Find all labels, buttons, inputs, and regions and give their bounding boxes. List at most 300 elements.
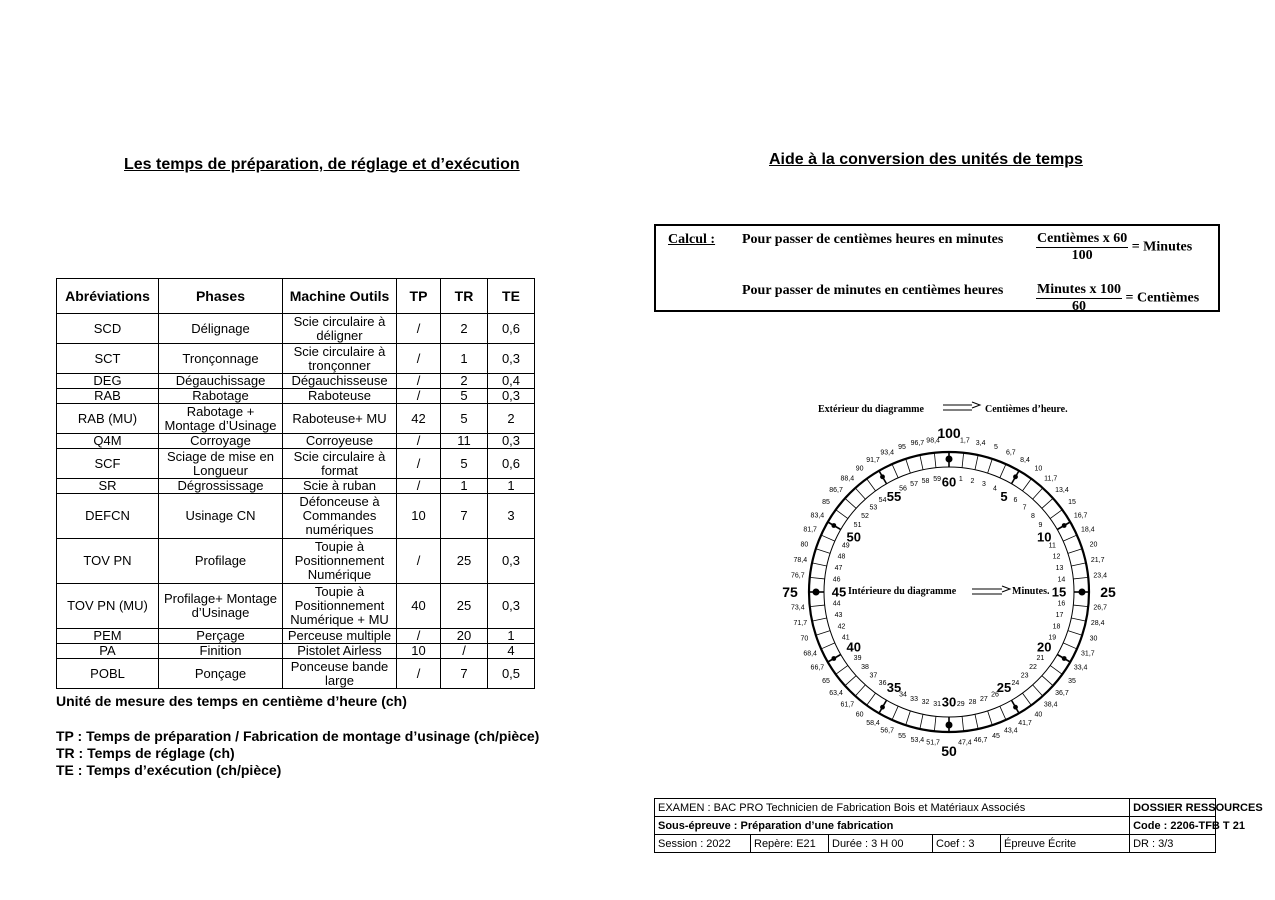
dial-inner-label: 60 xyxy=(941,474,957,490)
dial-outer-label: 15 xyxy=(1068,499,1076,507)
dial-outer-label: 81,7 xyxy=(803,526,817,534)
dial-outer-label: 25 xyxy=(1100,584,1116,600)
dial-tick xyxy=(1022,693,1031,705)
dial-tick xyxy=(1050,665,1062,674)
dial-outer-label: 53,4 xyxy=(910,737,925,745)
dial-tick xyxy=(1068,631,1082,636)
dial-inner-label: 16 xyxy=(1057,600,1066,608)
calc-line1-numerator: Centièmes x 60 xyxy=(1037,231,1128,246)
calc-line2-denominator: 60 xyxy=(1072,299,1086,314)
dial-outer-label: 65 xyxy=(822,677,830,685)
table-row xyxy=(57,389,535,404)
dial-outer-label: 23,4 xyxy=(1093,572,1107,580)
dial-outer-label: 95 xyxy=(898,443,906,451)
cell-abbreviation: SCT xyxy=(57,344,159,374)
dial-tick xyxy=(836,665,848,674)
dial-outer-label: 78,4 xyxy=(793,556,808,564)
dial-tick xyxy=(812,618,827,621)
cell-tp: / xyxy=(397,389,441,404)
dial-outer-label: 90 xyxy=(855,465,864,473)
cell-abbreviation: DEG xyxy=(57,374,159,389)
dial-inner-label: 8 xyxy=(1031,512,1035,520)
dial-inner-label: 50 xyxy=(846,529,861,545)
dial-tick xyxy=(920,455,923,470)
dial-inner-label: 4 xyxy=(993,485,997,493)
dial-tick xyxy=(934,453,936,468)
calc-box xyxy=(654,224,1220,312)
dial-outer-label: 33,4 xyxy=(1073,664,1088,672)
dial-tick xyxy=(962,716,964,731)
dial-dot xyxy=(1062,523,1067,528)
cell-machine: Toupie à Positionnement Numérique + MU xyxy=(283,584,397,629)
dial-outer-label: 96,7 xyxy=(910,439,925,447)
dial-outer-label: 28,4 xyxy=(1090,620,1105,628)
cell-abbreviation: PEM xyxy=(57,629,159,644)
cell-tp: / xyxy=(397,344,441,374)
calc-line1-result: = Minutes xyxy=(1131,239,1193,255)
dial-inner-label: 46 xyxy=(832,576,841,584)
dial-inner-label: 24 xyxy=(1011,679,1020,687)
dial-inner-label: 15 xyxy=(1051,584,1067,600)
calc-line2-formula xyxy=(1036,282,1200,314)
dial-inner-label: 36 xyxy=(878,679,887,687)
cell-tp: / xyxy=(397,629,441,644)
cell-phase: Délignage xyxy=(159,314,283,344)
dial-inner-label: 26 xyxy=(991,691,999,699)
dial-tick xyxy=(836,510,848,519)
dial-outer-label: 76,7 xyxy=(791,572,805,580)
cell-tp: 10 xyxy=(397,494,441,539)
dial-inner-label: 9 xyxy=(1038,522,1043,530)
dial-inner-label: 37 xyxy=(869,672,878,680)
dial-outer-label: 66,7 xyxy=(810,664,825,672)
cell-phase: Profilage+ Montage d’Usinage xyxy=(159,584,283,629)
cell-tp: / xyxy=(397,659,441,689)
dial-tick xyxy=(867,693,876,705)
cell-tp: / xyxy=(397,314,441,344)
arrow-icon xyxy=(943,402,980,410)
conversion-dial xyxy=(760,395,1140,775)
calc-line2-text: Pour passer de minutes en centièmes heures xyxy=(742,283,1004,298)
dial-outer-label: 61,7 xyxy=(840,701,855,709)
cell-tp: / xyxy=(397,374,441,389)
dial-dot xyxy=(813,589,820,596)
dial-tick xyxy=(1063,643,1077,649)
dial-outer-label: 10 xyxy=(1034,465,1043,473)
exam-footer xyxy=(654,798,1263,853)
footer-dossier: DOSSIER RESSOURCES xyxy=(1130,799,1216,817)
dial-tick xyxy=(867,479,876,491)
cell-machine: Scie circulaire à tronçonner xyxy=(283,344,397,374)
cell-te: 1 xyxy=(488,479,535,494)
cell-phase: Finition xyxy=(159,644,283,659)
dial-outer-label: 18,4 xyxy=(1081,526,1095,534)
dial-tick xyxy=(1071,618,1086,621)
dial-inner-label: 19 xyxy=(1048,634,1057,642)
dial-tick xyxy=(892,706,898,720)
cell-phase: Profilage xyxy=(159,539,283,584)
table-row xyxy=(57,494,535,539)
cell-te: 0,6 xyxy=(488,449,535,479)
cell-tp: / xyxy=(397,449,441,479)
dial-outer-label: 91,7 xyxy=(866,456,880,464)
dial-inner-label: 13 xyxy=(1055,565,1064,573)
table-body xyxy=(57,314,535,689)
dial-outer-label: 20 xyxy=(1089,541,1098,549)
table-row xyxy=(57,644,535,659)
cell-abbreviation: SCD xyxy=(57,314,159,344)
table-row xyxy=(57,539,535,584)
cell-te: 0,3 xyxy=(488,539,535,584)
dial-outer-label: 85 xyxy=(822,499,830,507)
dial-outer-label: 70 xyxy=(800,635,809,643)
legend-te: TE : Temps d’exécution (ch/pièce) xyxy=(56,762,282,778)
footer-repere: Repère: E21 xyxy=(751,835,829,853)
dial-tick xyxy=(1033,685,1043,696)
dial-inner-label: 52 xyxy=(861,512,869,520)
cell-tr: 5 xyxy=(441,449,488,479)
cell-phase: Sciage de mise en Longueur xyxy=(159,449,283,479)
dial-outer-label: 100 xyxy=(937,425,961,441)
header-tr: TR xyxy=(441,279,488,314)
dial-inner-label: 5 xyxy=(1000,489,1008,505)
dial-outer-label: 45 xyxy=(992,733,1000,741)
cell-phase: Perçage xyxy=(159,629,283,644)
dial-inner-label: 54 xyxy=(878,497,887,505)
cell-phase: Usinage CN xyxy=(159,494,283,539)
dial-tick xyxy=(892,464,898,478)
cell-machine: Perceuse multiple xyxy=(283,629,397,644)
dial-tick xyxy=(1000,706,1006,720)
dial-inner-label: 25 xyxy=(996,679,1012,695)
dial-inner-label: 21 xyxy=(1036,654,1045,662)
dial-tick xyxy=(1073,605,1088,607)
table-row xyxy=(57,629,535,644)
cell-tp: 40 xyxy=(397,584,441,629)
dial-outer-label: 43,4 xyxy=(1004,727,1018,735)
dial-outer-label: 46,7 xyxy=(973,737,988,745)
dial-inner-label: 53 xyxy=(869,504,878,512)
dial-tick xyxy=(1022,479,1031,491)
cell-te: 0,3 xyxy=(488,389,535,404)
dial-inner-label: 43 xyxy=(834,611,843,619)
dial-outer-label: 47,4 xyxy=(958,739,972,747)
cell-phase: Dégrossissage xyxy=(159,479,283,494)
footer-code: Code : 2206-TFB T 21 xyxy=(1130,817,1216,835)
header-phases: Phases xyxy=(159,279,283,314)
calc-line2-numerator: Minutes x 100 xyxy=(1037,282,1121,297)
dial-outer-label: 38,4 xyxy=(1043,701,1058,709)
cell-machine: Ponceuse bande large xyxy=(283,659,397,689)
cell-te: 0,5 xyxy=(488,659,535,689)
header-machine: Machine Outils xyxy=(283,279,397,314)
dial-outer-label: 6,7 xyxy=(1005,449,1016,457)
dial-inner-label: 17 xyxy=(1055,611,1064,619)
dial-inner-label: 38 xyxy=(861,664,869,672)
calc-line1-denominator: 100 xyxy=(1071,248,1093,263)
dial-outer-label: 88,4 xyxy=(840,475,855,483)
dial-tick xyxy=(1063,535,1077,541)
dial-inner-label: 42 xyxy=(837,623,846,631)
header-te: TE xyxy=(488,279,535,314)
dial-outer-label: 3,4 xyxy=(975,439,986,447)
cell-te: 2 xyxy=(488,404,535,434)
dial-outer-label: 55 xyxy=(898,733,906,741)
dial-tick xyxy=(975,714,978,729)
table-row xyxy=(57,584,535,629)
dial-inner-label: 22 xyxy=(1029,664,1037,672)
dial-tick xyxy=(1071,563,1086,566)
dial-outer-label: 31,7 xyxy=(1081,650,1095,658)
dial-inner-label: 7 xyxy=(1022,504,1027,512)
dial-inner-label: 56 xyxy=(899,485,907,493)
cell-abbreviation: RAB (MU) xyxy=(57,404,159,434)
table-row xyxy=(57,479,535,494)
dial-inner-label: 41 xyxy=(841,634,850,642)
dial-tick xyxy=(1050,510,1062,519)
dial-tick xyxy=(1042,676,1053,686)
dial-tick xyxy=(988,711,993,725)
dial-inner-label: 58 xyxy=(921,477,930,485)
dial-tick xyxy=(855,685,865,696)
cell-te: 1 xyxy=(488,629,535,644)
cell-abbreviation: RAB xyxy=(57,389,159,404)
dial-tick xyxy=(934,716,936,731)
footer-exam: EXAMEN : BAC PRO Technicien de Fabrication Bois et Matériaux Associés xyxy=(655,799,1130,817)
dial-dot xyxy=(880,474,885,479)
dial-inner-label: 39 xyxy=(853,654,862,662)
cell-tr: 25 xyxy=(441,584,488,629)
dial-tick xyxy=(821,535,835,541)
dial-inner-caption-left: Intérieure du diagramme xyxy=(848,586,957,597)
cell-te: 0,3 xyxy=(488,584,535,629)
dial-tick xyxy=(988,459,993,473)
cell-tp: 42 xyxy=(397,404,441,434)
cell-tr: 5 xyxy=(441,404,488,434)
dial-tick xyxy=(1000,464,1006,478)
legend-tr: TR : Temps de réglage (ch) xyxy=(56,745,235,761)
cell-abbreviation: TOV PN xyxy=(57,539,159,584)
cell-machine: Raboteuse+ MU xyxy=(283,404,397,434)
dial-tick xyxy=(906,459,911,473)
dial-tick xyxy=(845,498,856,508)
dial-dot xyxy=(946,722,953,729)
cell-machine: Pistolet Airless xyxy=(283,644,397,659)
dial-tick xyxy=(975,455,978,470)
dial-inner-label: 2 xyxy=(970,477,975,485)
dial-inner-label: 28 xyxy=(968,699,977,707)
dial-inner-label: 40 xyxy=(846,639,861,655)
dial-tick xyxy=(821,643,835,649)
dial-outer-label: 50 xyxy=(941,743,957,759)
dial-outer-label: 93,4 xyxy=(880,449,894,457)
cell-abbreviation: TOV PN (MU) xyxy=(57,584,159,629)
table-row xyxy=(57,344,535,374)
dial-tick xyxy=(1033,488,1043,499)
dial-dot xyxy=(1062,656,1067,661)
dial-inner-label: 18 xyxy=(1052,623,1061,631)
table-row xyxy=(57,449,535,479)
dial-outer-label: 8,4 xyxy=(1020,456,1030,464)
dial-outer-label: 21,7 xyxy=(1090,556,1105,564)
dial-inner-label: 33 xyxy=(910,695,918,703)
times-table xyxy=(56,278,535,689)
cell-te: 3 xyxy=(488,494,535,539)
dial-tick xyxy=(812,563,827,566)
dial-inner-label: 48 xyxy=(837,553,846,561)
dial-inner-label: 27 xyxy=(980,695,988,703)
cell-abbreviation: SR xyxy=(57,479,159,494)
dial-outer-label: 80 xyxy=(800,541,809,549)
dial-inner-label: 31 xyxy=(933,700,942,708)
dial-dot xyxy=(831,523,836,528)
dial-outer-label: 75 xyxy=(782,584,798,600)
calc-label: Calcul : xyxy=(668,232,716,247)
cell-tr: 25 xyxy=(441,539,488,584)
dial-outer-label: 11,7 xyxy=(1044,475,1058,483)
dial-inner-label: 32 xyxy=(921,699,930,707)
table-header-row xyxy=(57,279,535,314)
calc-line1-formula xyxy=(1036,231,1192,264)
footer-session: Session : 2022 xyxy=(655,835,751,853)
dial-inner-label: 1 xyxy=(958,476,963,484)
cell-abbreviation: PA xyxy=(57,644,159,659)
cell-tp: / xyxy=(397,434,441,449)
table-row xyxy=(57,659,535,689)
dial-inner-caption-right: Minutes. xyxy=(1012,586,1050,597)
header-abreviations: Abréviations xyxy=(57,279,159,314)
cell-machine: Scie circulaire à format xyxy=(283,449,397,479)
cell-machine: Scie circulaire à déligner xyxy=(283,314,397,344)
footer-epreuve: Épreuve Écrite xyxy=(1001,835,1130,853)
cell-machine: Corroyeuse xyxy=(283,434,397,449)
dial-dot xyxy=(1079,589,1086,596)
dial-inner-label: 34 xyxy=(899,691,907,699)
table-row xyxy=(57,434,535,449)
cell-tr: 5 xyxy=(441,389,488,404)
dial-outer-caption-right: Centièmes d’heure. xyxy=(985,404,1068,415)
cell-phase: Rabotage xyxy=(159,389,283,404)
dial-inner-label: 35 xyxy=(886,679,902,695)
dial-outer-label: 60 xyxy=(855,711,864,719)
dial-tick xyxy=(920,714,923,729)
unit-note: Unité de mesure des temps en centième d’heure (ch) xyxy=(56,693,407,709)
table-row xyxy=(57,314,535,344)
dial-outer-label: 1,7 xyxy=(960,437,970,445)
dial-dot xyxy=(880,705,885,710)
dial-inner-label: 49 xyxy=(841,542,850,550)
dial-outer-label: 98,4 xyxy=(926,437,940,445)
cell-tr: 2 xyxy=(441,314,488,344)
dial-inner-label: 44 xyxy=(832,600,841,608)
dial-outer-label: 51,7 xyxy=(926,739,940,747)
cell-tp: 10 xyxy=(397,644,441,659)
dial-tick xyxy=(816,631,830,636)
cell-phase: Tronçonnage xyxy=(159,344,283,374)
dial-outer-label: 56,7 xyxy=(880,727,894,735)
legend-tp: TP : Temps de préparation / Fabrication de montage d’usinage (ch/pièce) xyxy=(56,728,540,744)
dial-inner-label: 45 xyxy=(831,584,847,600)
dial-tick xyxy=(962,453,964,468)
cell-phase: Dégauchissage xyxy=(159,374,283,389)
cell-tr: 7 xyxy=(441,659,488,689)
conversion-title: Aide à la conversion des unités de temps xyxy=(769,151,1083,168)
cell-machine: Dégauchisseuse xyxy=(283,374,397,389)
dial-outer-label: 71,7 xyxy=(793,620,808,628)
dial-outer-label: 26,7 xyxy=(1093,604,1107,612)
cell-abbreviation: SCF xyxy=(57,449,159,479)
dial-outer-label: 68,4 xyxy=(803,650,817,658)
dial-outer-label: 86,7 xyxy=(829,486,843,494)
dial-inner-label: 14 xyxy=(1057,576,1066,584)
table-row xyxy=(57,374,535,389)
cell-abbreviation: DEFCN xyxy=(57,494,159,539)
dial-outer-label: 16,7 xyxy=(1073,512,1088,520)
dial-inner-label: 6 xyxy=(1013,497,1018,505)
dial-outer-label: 83,4 xyxy=(810,512,825,520)
dial-tick xyxy=(810,577,825,579)
cell-te: 4 xyxy=(488,644,535,659)
cell-machine: Raboteuse xyxy=(283,389,397,404)
cell-te: 0,6 xyxy=(488,314,535,344)
dial-dot xyxy=(831,656,836,661)
cell-abbreviation: Q4M xyxy=(57,434,159,449)
dial-tick xyxy=(1042,498,1053,508)
cell-phase: Corroyage xyxy=(159,434,283,449)
cell-phase: Rabotage + Montage d’Usinage xyxy=(159,404,283,434)
dial-inner-label: 20 xyxy=(1037,639,1052,655)
dial-outer-label: 41,7 xyxy=(1018,720,1032,728)
cell-phase: Ponçage xyxy=(159,659,283,689)
table-row xyxy=(57,404,535,434)
calc-line1-text: Pour passer de centièmes heures en minutes xyxy=(742,232,1004,247)
dial-inner-label: 29 xyxy=(956,700,965,708)
dial-inner-label: 51 xyxy=(853,522,862,530)
cell-machine: Toupie à Positionnement Numérique xyxy=(283,539,397,584)
dial-outer-label: 73,4 xyxy=(791,604,805,612)
dial-dot xyxy=(1013,474,1018,479)
cell-abbreviation: POBL xyxy=(57,659,159,689)
dial-tick xyxy=(1068,549,1082,554)
dial-outer-label: 36,7 xyxy=(1055,690,1069,698)
dial-inner-label: 12 xyxy=(1052,553,1061,561)
dial-outer-label: 30 xyxy=(1089,635,1098,643)
calc-line2-result: = Centièmes xyxy=(1125,290,1200,306)
dial-tick xyxy=(810,605,825,607)
cell-te: 0,3 xyxy=(488,434,535,449)
dial-inner-label: 11 xyxy=(1048,542,1056,550)
footer-sub: Sous-épreuve : Préparation d’une fabrication xyxy=(655,817,1130,835)
header-tp: TP xyxy=(397,279,441,314)
dial-tick xyxy=(845,676,856,686)
cell-machine: Défonceuse à Commandes numériques xyxy=(283,494,397,539)
dial-inner-label: 23 xyxy=(1020,672,1029,680)
footer-duree: Durée : 3 H 00 xyxy=(829,835,933,853)
dial-tick xyxy=(816,549,830,554)
dial-tick xyxy=(855,488,865,499)
cell-tr: 1 xyxy=(441,344,488,374)
dial-inner-label: 47 xyxy=(834,565,843,573)
table-section-title: Les temps de préparation, de réglage et d’exécution xyxy=(124,156,520,173)
cell-tr: 2 xyxy=(441,374,488,389)
cell-tr: 11 xyxy=(441,434,488,449)
dial-inner-label: 30 xyxy=(941,694,957,710)
dial-outer-label: 40 xyxy=(1034,711,1043,719)
dial-dot xyxy=(1013,705,1018,710)
dial-inner-label: 59 xyxy=(933,476,942,484)
dial-outer-label: 13,4 xyxy=(1055,486,1069,494)
dial-outer-label: 63,4 xyxy=(829,690,843,698)
